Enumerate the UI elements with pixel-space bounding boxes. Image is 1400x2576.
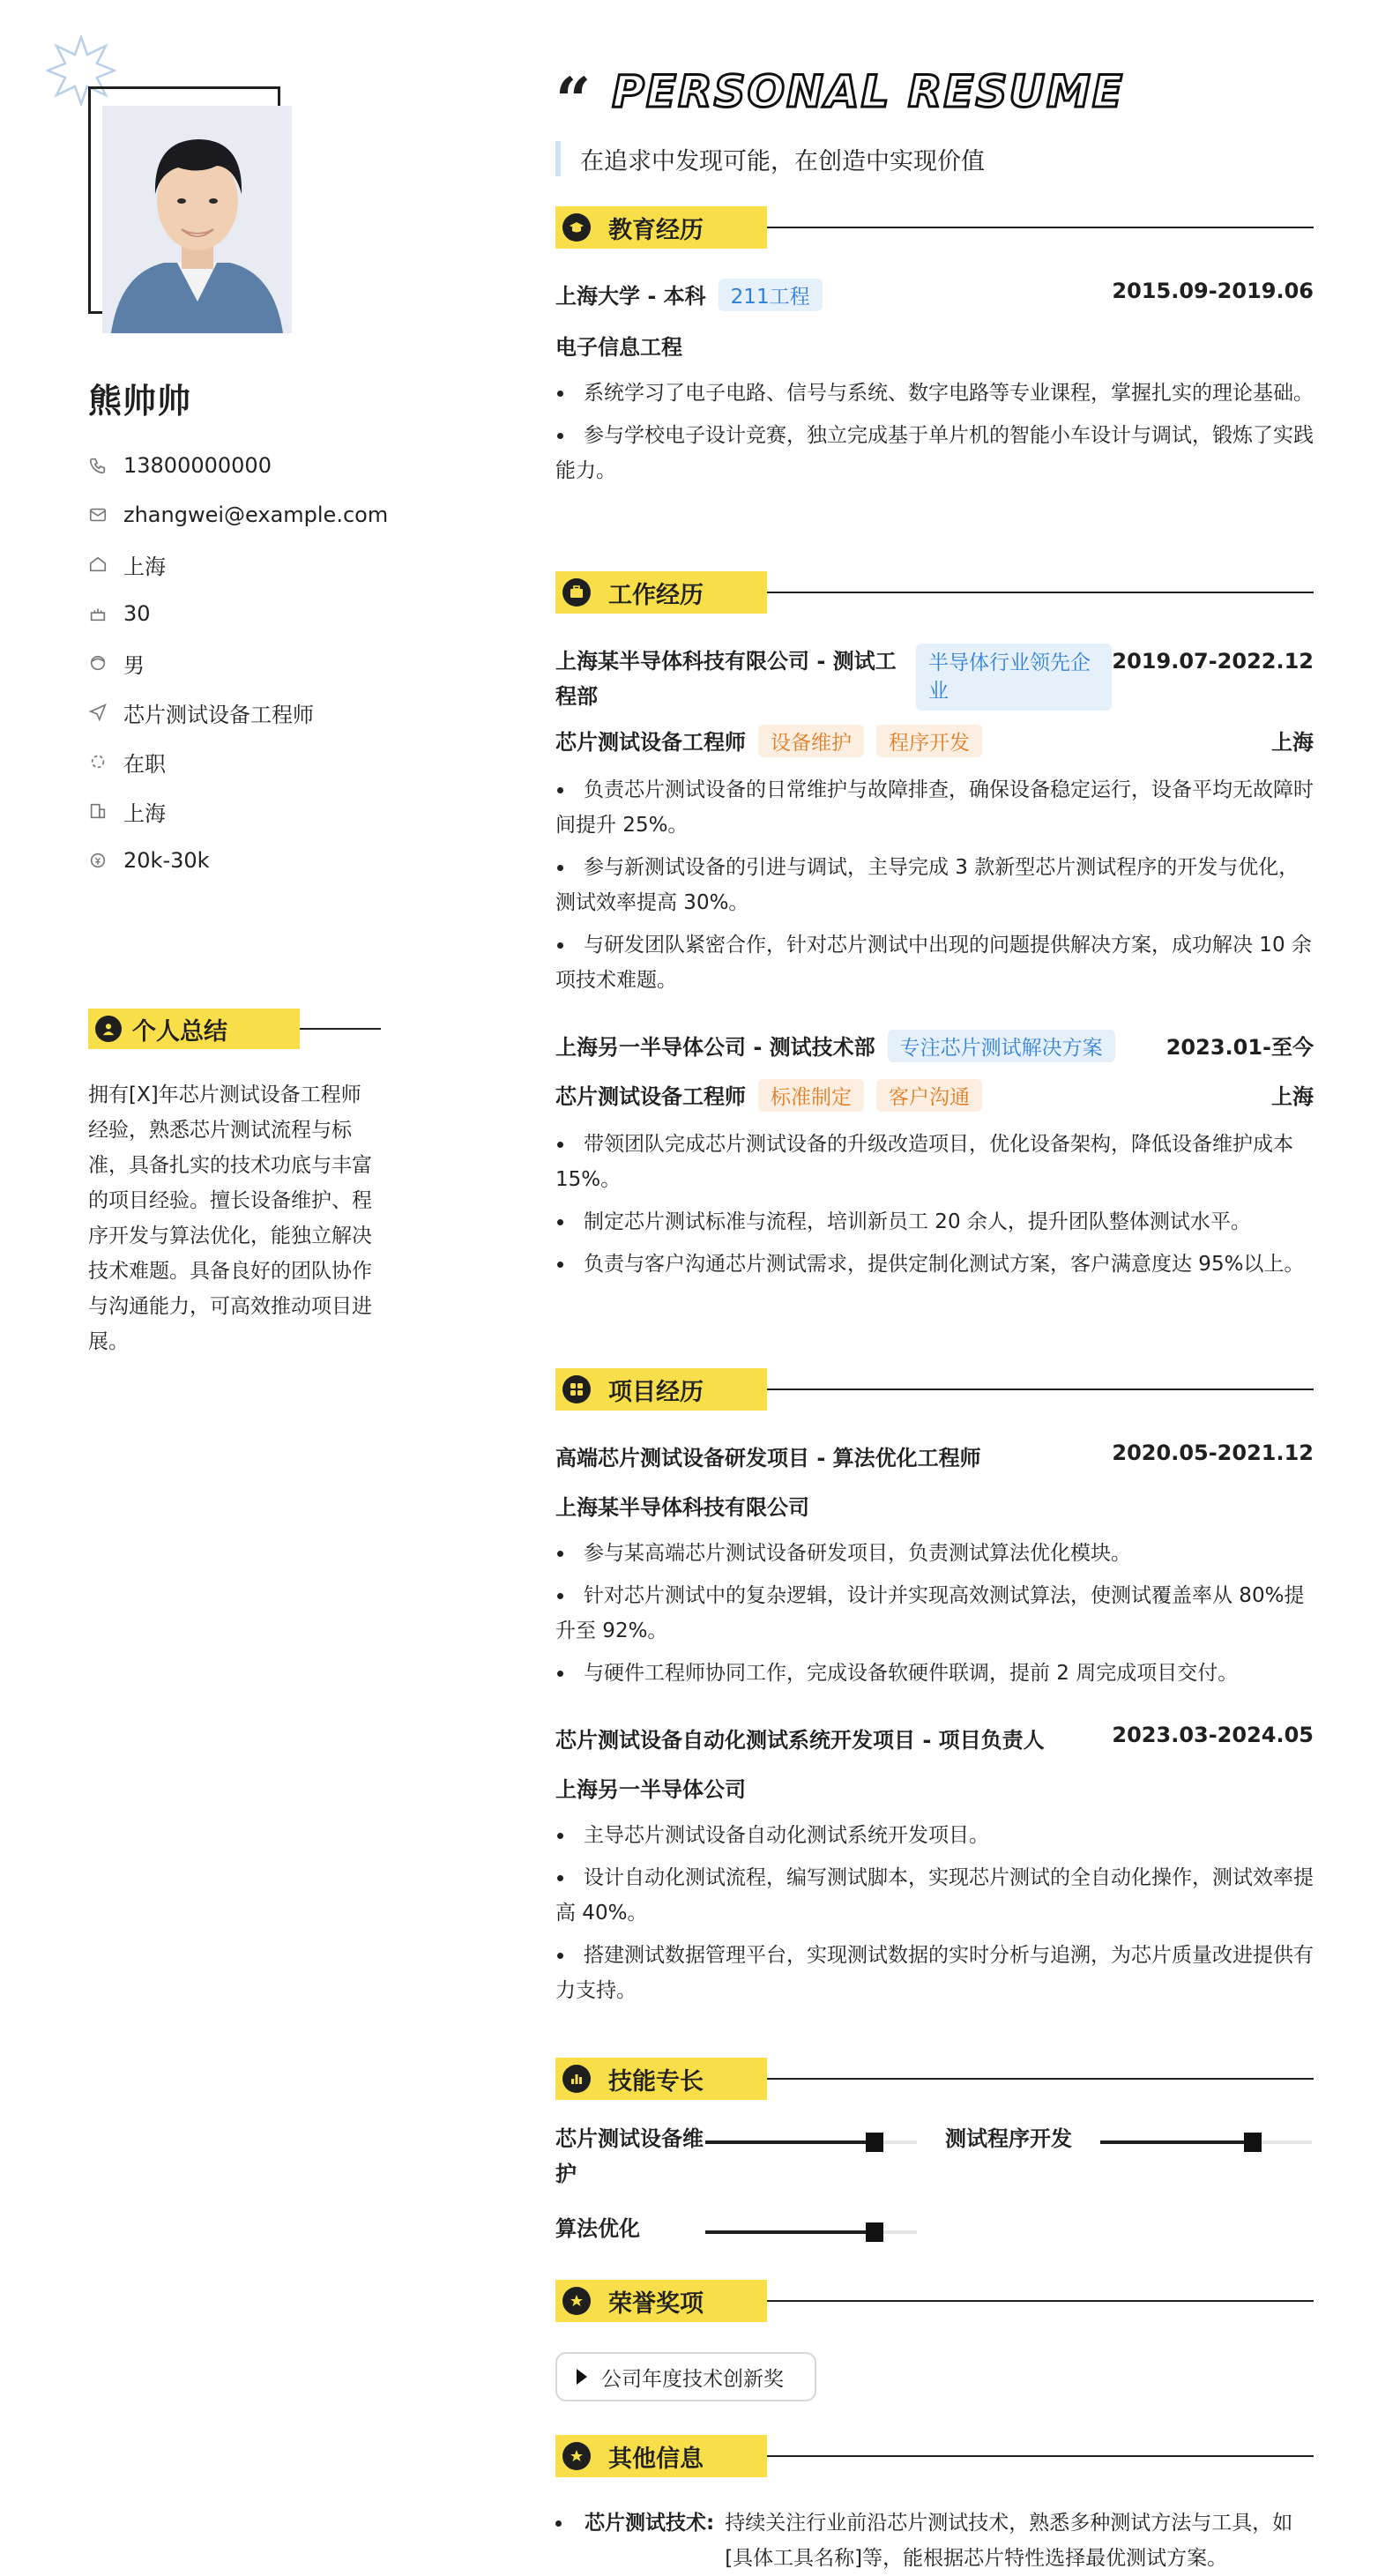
skill-name: 测试程序开发 xyxy=(945,2126,1072,2151)
list-item: 设计自动化测试流程，编写测试脚本，实现芯片测试的全自动化操作，测试效率提高 40%。 xyxy=(555,1860,1314,1931)
grid-icon xyxy=(562,1375,591,1403)
info-row-gender xyxy=(88,638,388,688)
honors-heading-tag xyxy=(555,2280,767,2322)
job-2-title-row xyxy=(555,1030,1314,1062)
job-2-date: 2023.01-至今 xyxy=(1165,1035,1314,1060)
project-2-company-row xyxy=(555,1772,1314,1803)
education-major: 电子信息工程 xyxy=(555,335,682,360)
info-row-location xyxy=(88,540,388,589)
skill-item xyxy=(555,2121,917,2192)
skill-level-bar xyxy=(705,2230,917,2234)
education-bullets xyxy=(555,376,1314,495)
list-item: 制定芯片测试标准与流程，培训新员工 20 余人，提升团队整体测试水平。 xyxy=(555,1204,1314,1240)
job-1-skill-tag: 程序开发 xyxy=(876,725,982,757)
section-divider xyxy=(767,2300,1314,2302)
bullet-dot xyxy=(555,2520,562,2527)
other-info-item xyxy=(555,2505,1314,2576)
resume-title-row xyxy=(555,56,1125,137)
other-info-text: 持续关注行业前沿芯片测试技术，熟悉多种测试方法与工具，如[具体工具名称]等，能根据芯片特性选择最优测试方案。 xyxy=(725,2512,1293,2570)
work-heading: 工作经历 xyxy=(608,581,704,609)
other-info-key: 芯片测试技术: xyxy=(585,2512,715,2535)
job-2-city: 上海 xyxy=(1271,1084,1314,1109)
other-heading: 其他信息 xyxy=(608,2445,704,2473)
phone-icon xyxy=(88,456,108,475)
project-2-date: 2023.03-2024.05 xyxy=(1112,1723,1314,1747)
list-item: 参与某高端芯片测试设备研发项目，负责测试算法优化模块。 xyxy=(555,1536,1314,1571)
salary-icon xyxy=(88,851,108,870)
job-2-company-line xyxy=(555,1030,1115,1062)
list-item: 负责与客户沟通芯片测试需求，提供定制化测试方案，客户满意度达 95%以上。 xyxy=(555,1247,1314,1282)
job-2-company-tag: 专注芯片测试解决方案 xyxy=(888,1030,1115,1062)
job-1-company: 上海某半导体科技有限公司 - 测试工程部 xyxy=(555,649,897,709)
projects-heading: 项目经历 xyxy=(608,1378,704,1406)
info-row-phone xyxy=(88,441,388,490)
project-1-title-row xyxy=(555,1441,1314,1471)
phone-text: 13800000000 xyxy=(123,453,272,478)
job-1-date: 2019.07-2022.12 xyxy=(1112,649,1314,674)
skill-level-knob xyxy=(866,2222,883,2242)
project-2-title-row xyxy=(555,1723,1314,1753)
job-2-company: 上海另一半导体公司 - 测试技术部 xyxy=(555,1035,875,1060)
skill-level-bar xyxy=(1100,2140,1312,2144)
send-icon xyxy=(88,703,108,722)
education-section-header xyxy=(555,206,1314,249)
home-icon xyxy=(88,555,108,574)
skill-level-fill xyxy=(705,2230,875,2234)
other-heading-tag xyxy=(555,2435,767,2477)
list-item: 系统学习了电子电路、信号与系统、数字电路等专业课程，掌握扎实的理论基础。 xyxy=(555,376,1314,411)
skills-section-header xyxy=(555,2058,1314,2100)
list-item: 带领团队完成芯片测试设备的升级改造项目，优化设备架构，降低设备维护成本 15%。 xyxy=(555,1127,1314,1197)
info-row-city xyxy=(88,786,388,836)
skill-name: 芯片测试设备维护 xyxy=(555,2126,704,2186)
education-date: 2015.09-2019.06 xyxy=(1112,279,1314,303)
sidebar xyxy=(0,0,414,2576)
skills-heading-tag xyxy=(555,2058,767,2100)
email-text: zhangwei@example.com xyxy=(123,503,389,527)
section-divider xyxy=(767,2078,1314,2080)
job-2-skill-tag: 客户沟通 xyxy=(876,1079,982,1112)
avatar-photo xyxy=(102,106,292,333)
section-divider xyxy=(767,1389,1314,1390)
summary-heading-tag xyxy=(88,1009,300,1049)
job-1-bullets xyxy=(555,772,1314,1005)
job-1-role-line xyxy=(555,725,982,757)
info-row-position xyxy=(88,688,388,737)
project-1-bullets xyxy=(555,1536,1314,1698)
age-icon xyxy=(88,604,108,623)
honors-heading: 荣誉奖项 xyxy=(608,2289,704,2318)
location-text: 上海 xyxy=(123,554,166,579)
briefcase-icon xyxy=(562,578,591,607)
project-1-company-row xyxy=(555,1490,1314,1521)
skill-item xyxy=(945,2121,1312,2156)
education-major-row xyxy=(555,330,1314,361)
position-text: 芯片测试设备工程师 xyxy=(123,702,314,727)
project-2-company: 上海另一半导体公司 xyxy=(555,1777,746,1802)
education-school xyxy=(555,279,823,311)
education-heading-tag xyxy=(555,206,767,249)
section-divider xyxy=(767,2455,1314,2457)
honors-section-header xyxy=(555,2280,1314,2322)
education-heading: 教育经历 xyxy=(608,216,704,244)
job-1-role-row xyxy=(555,725,1314,757)
gender-icon xyxy=(88,653,108,673)
project-2-bullets xyxy=(555,1818,1314,2015)
motto: 在追求中发现可能，在创造中实现价值 xyxy=(555,141,985,176)
job-1-role: 芯片测试设备工程师 xyxy=(555,730,746,755)
skill-item xyxy=(555,2211,917,2246)
project-1-name: 高端芯片测试设备研发项目 - 算法优化工程师 xyxy=(555,1446,981,1470)
info-row-age xyxy=(88,589,388,638)
list-item: 搭建测试数据管理平台，实现测试数据的实时分析与追溯，为芯片质量改进提供有力支持。 xyxy=(555,1938,1314,2008)
info-row-email xyxy=(88,490,388,540)
user-icon xyxy=(95,1016,122,1042)
skills-heading: 技能专长 xyxy=(608,2067,704,2096)
section-divider xyxy=(767,227,1314,228)
list-item: 参与新测试设备的引进与调试，主导完成 3 款新型芯片测试程序的开发与优化，测试效率提高 30%。 xyxy=(555,850,1314,920)
job-1-title-row xyxy=(555,644,1314,714)
resume-title: PERSONAL RESUME xyxy=(612,66,1125,117)
contact-info-list xyxy=(88,441,388,885)
bar-chart-icon xyxy=(562,2065,591,2093)
school-name: 上海大学 - 本科 xyxy=(555,284,706,309)
mail-icon xyxy=(88,505,108,525)
project-1-date: 2020.05-2021.12 xyxy=(1112,1441,1314,1465)
work-heading-tag xyxy=(555,571,767,614)
job-2-role: 芯片测试设备工程师 xyxy=(555,1084,746,1109)
honor-item-button[interactable] xyxy=(555,2352,816,2401)
project-1-company: 上海某半导体科技有限公司 xyxy=(555,1495,809,1520)
building-icon xyxy=(88,801,108,821)
gender-text: 男 xyxy=(123,652,145,678)
summary-section-header xyxy=(88,1009,381,1049)
projects-heading-tag xyxy=(555,1368,767,1411)
status-text: 在职 xyxy=(123,751,166,777)
list-item: 负责芯片测试设备的日常维护与故障排查，确保设备稳定运行，设备平均无故障时间提升 25%。 xyxy=(555,772,1314,843)
play-triangle-icon xyxy=(577,2369,587,2385)
summary-heading: 个人总结 xyxy=(132,1017,227,1046)
list-item: 与研发团队紧密合作，针对芯片测试中出现的问题提供解决方案，成功解决 10 余项技术难题。 xyxy=(555,927,1314,998)
skill-name: 算法优化 xyxy=(555,2216,640,2241)
section-divider xyxy=(300,1028,381,1030)
age-text: 30 xyxy=(123,601,151,626)
city-text: 上海 xyxy=(123,800,166,826)
list-item: 针对芯片测试中的复杂逻辑，设计并实现高效测试算法，使测试覆盖率从 80%提升至 92%。 xyxy=(555,1578,1314,1649)
salary-text: 20k-30k xyxy=(123,848,210,873)
info-row-salary xyxy=(88,836,388,885)
honor-item-label: 公司年度技术创新奖 xyxy=(601,2367,784,2391)
work-section-header xyxy=(555,571,1314,614)
quote-mark: “ xyxy=(555,63,592,137)
skill-level-knob xyxy=(866,2133,883,2152)
job-2-role-row xyxy=(555,1079,1314,1112)
info-icon xyxy=(562,2442,591,2470)
job-2-role-line xyxy=(555,1079,982,1112)
projects-section-header xyxy=(555,1368,1314,1411)
job-1-skill-tag: 设备维护 xyxy=(758,725,864,757)
education-title-row xyxy=(555,279,1314,311)
list-item: 主导芯片测试设备自动化测试系统开发项目。 xyxy=(555,1818,1314,1853)
job-1-company-tag: 半导体行业领先企业 xyxy=(916,644,1112,711)
skill-level-fill xyxy=(1100,2140,1253,2144)
skill-level-fill xyxy=(705,2140,875,2144)
section-divider xyxy=(767,592,1314,593)
other-section-header xyxy=(555,2435,1314,2477)
school-tag: 211工程 xyxy=(719,279,823,311)
job-1-city: 上海 xyxy=(1271,730,1314,755)
skill-level-knob xyxy=(1244,2133,1262,2152)
candidate-name: 熊帅帅 xyxy=(88,382,192,421)
project-2-name: 芯片测试设备自动化测试系统开发项目 - 项目负责人 xyxy=(555,1728,1045,1753)
skill-level-bar xyxy=(705,2140,917,2144)
info-row-status xyxy=(88,737,388,786)
list-item: 参与学校电子设计竞赛，独立完成基于单片机的智能小车设计与调试，锻炼了实践能力。 xyxy=(555,418,1314,488)
job-2-bullets xyxy=(555,1127,1314,1289)
list-item: 与硬件工程师协同工作，完成设备软硬件联调，提前 2 周完成项目交付。 xyxy=(555,1656,1314,1691)
graduation-cap-icon xyxy=(562,213,591,242)
job-2-skill-tag: 标准制定 xyxy=(758,1079,864,1112)
summary-text: 拥有[X]年芯片测试设备工程师经验，熟悉芯片测试流程与标准，具备扎实的技术功底与丰富的项目经验。擅长设备维护、程序开发与算法优化，能独立解决技术难题。具备良好的团队协作与沟通能力，可高效推动项目进展。 xyxy=(88,1083,372,1353)
award-icon xyxy=(562,2287,591,2315)
status-icon xyxy=(88,752,108,771)
